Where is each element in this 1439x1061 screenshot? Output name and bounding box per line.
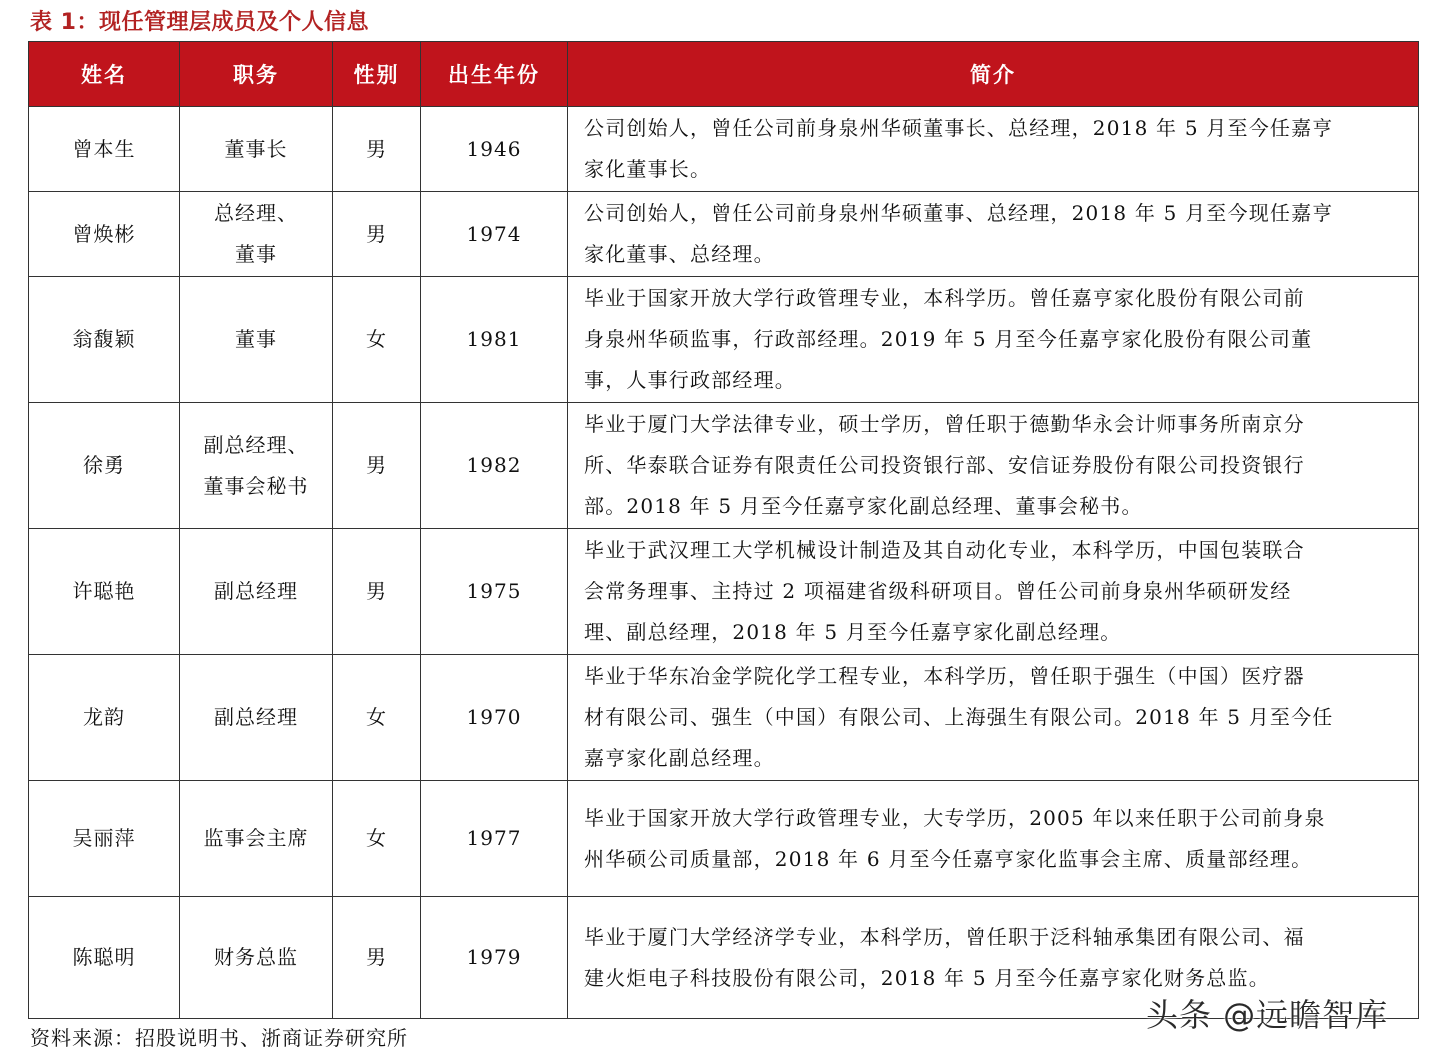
cell-intro (568, 277, 1419, 403)
table-body (29, 107, 1419, 1019)
position-line: 董事长 (224, 136, 288, 161)
position-line: 董事 (235, 327, 277, 351)
cell-name: 陈聪明 (29, 897, 180, 1019)
management-table (28, 41, 1419, 1019)
cell-position (180, 192, 333, 277)
cell-birth-year: 1982 (421, 403, 568, 529)
source-note: 资料来源：招股说明书、浙商证券研究所 (30, 1026, 408, 1050)
intro-line: 毕业于国家开放大学行政管理专业，本科学历。曾任嘉亨家化股份有限公司前 (584, 286, 1305, 310)
cell-position (180, 781, 333, 897)
cell-position (180, 277, 333, 403)
position-line: 副总经理 (214, 579, 298, 603)
position-line: 董事 (235, 242, 277, 266)
cell-gender: 男 (333, 107, 421, 192)
cell-position (180, 107, 333, 192)
intro-line: 毕业于国家开放大学行政管理专业，大专学历，2005 年以来任职于公司前身泉 (584, 805, 1326, 830)
cell-birth-year: 1981 (421, 277, 568, 403)
position-line: 副总经理 (214, 705, 298, 729)
cell-name: 吴丽萍 (29, 781, 180, 897)
watermark-text: 头条 @远瞻智库 (1146, 996, 1389, 1034)
intro-line: 事，人事行政部经理。 (584, 368, 796, 392)
cell-name: 许聪艳 (29, 529, 180, 655)
table-row (29, 529, 1419, 655)
cell-intro (568, 403, 1419, 529)
cell-gender: 女 (333, 781, 421, 897)
header-gender: 性别 (333, 42, 421, 107)
cell-birth-year: 1974 (421, 192, 568, 277)
intro-line: 毕业于厦门大学经济学专业，本科学历，曾任职于泛科轴承集团有限公司、福 (584, 924, 1305, 949)
intro-line: 州华硕公司质量部，2018 年 6 月至今任嘉亨家化监事会主席、质量部经理。 (584, 846, 1313, 871)
intro-line: 材有限公司、强生（中国）有限公司、上海强生有限公司。2018 年 5 月至今任 (584, 705, 1334, 729)
cell-gender: 男 (333, 529, 421, 655)
table-row (29, 107, 1419, 192)
intro-line: 家化董事、总经理。 (584, 242, 775, 266)
table-row (29, 781, 1419, 897)
cell-gender: 男 (333, 192, 421, 277)
cell-name: 曾本生 (29, 107, 180, 192)
intro-line: 建火炬电子科技股份有限公司，2018 年 5 月至今任嘉亨家化财务总监。 (584, 965, 1270, 990)
intro-line: 毕业于厦门大学法律专业，硕士学历，曾任职于德勤华永会计师事务所南京分 (584, 412, 1305, 436)
cell-birth-year: 1970 (421, 655, 568, 781)
position-line: 副总经理、 (203, 432, 309, 457)
cell-birth-year: 1979 (421, 897, 568, 1019)
cell-gender: 女 (333, 655, 421, 781)
cell-intro (568, 529, 1419, 655)
cell-intro (568, 192, 1419, 277)
cell-name: 翁馥颖 (29, 277, 180, 403)
cell-name: 龙韵 (29, 655, 180, 781)
position-line: 监事会主席 (203, 826, 309, 850)
cell-position (180, 897, 333, 1019)
table-row (29, 655, 1419, 781)
cell-birth-year: 1975 (421, 529, 568, 655)
intro-line: 身泉州华硕监事，行政部经理。2019 年 5 月至今任嘉亨家化股份有限公司董 (584, 327, 1313, 351)
table-row (29, 403, 1419, 529)
intro-line: 会常务理事、主持过 2 项福建省级科研项目。曾任公司前身泉州华硕研发经 (584, 579, 1292, 603)
table-row (29, 277, 1419, 403)
header-name: 姓名 (29, 42, 180, 107)
intro-line: 公司创始人，曾任公司前身泉州华硕董事长、总经理，2018 年 5 月至今任嘉亨 (584, 116, 1334, 140)
cell-intro (568, 655, 1419, 781)
cell-birth-year: 1977 (421, 781, 568, 897)
cell-intro (568, 781, 1419, 897)
header-position: 职务 (180, 42, 333, 107)
cell-gender: 女 (333, 277, 421, 403)
cell-birth-year: 1946 (421, 107, 568, 192)
cell-position (180, 529, 333, 655)
cell-name: 徐勇 (29, 403, 180, 529)
table-title: 表 1：现任管理层成员及个人信息 (30, 10, 369, 35)
intro-line: 嘉亨家化副总经理。 (584, 746, 775, 770)
position-line: 总经理、 (214, 201, 298, 225)
intro-line: 家化董事长。 (584, 157, 712, 181)
cell-position (180, 403, 333, 529)
cell-gender: 男 (333, 403, 421, 529)
cell-position (180, 655, 333, 781)
position-line: 董事会秘书 (203, 473, 309, 498)
header-intro: 简介 (568, 42, 1419, 107)
cell-intro (568, 107, 1419, 192)
intro-line: 所、华泰联合证券有限责任公司投资银行部、安信证券股份有限公司投资银行 (584, 453, 1305, 477)
cell-gender: 男 (333, 897, 421, 1019)
management-table-container (28, 41, 1418, 1019)
table-header-row (29, 42, 1419, 107)
intro-line: 部。2018 年 5 月至今任嘉亨家化副总经理、董事会秘书。 (584, 494, 1143, 518)
intro-line: 公司创始人，曾任公司前身泉州华硕董事、总经理，2018 年 5 月至今现任嘉亨 (584, 201, 1334, 225)
table-row (29, 192, 1419, 277)
position-line: 财务总监 (214, 945, 298, 969)
cell-name: 曾焕彬 (29, 192, 180, 277)
intro-line: 毕业于华东冶金学院化学工程专业，本科学历，曾任职于强生（中国）医疗器 (584, 664, 1305, 688)
intro-line: 毕业于武汉理工大学机械设计制造及其自动化专业，本科学历，中国包装联合 (584, 538, 1305, 562)
intro-line: 理、副总经理，2018 年 5 月至今任嘉亨家化副总经理。 (584, 620, 1122, 644)
header-birth-year: 出生年份 (421, 42, 568, 107)
